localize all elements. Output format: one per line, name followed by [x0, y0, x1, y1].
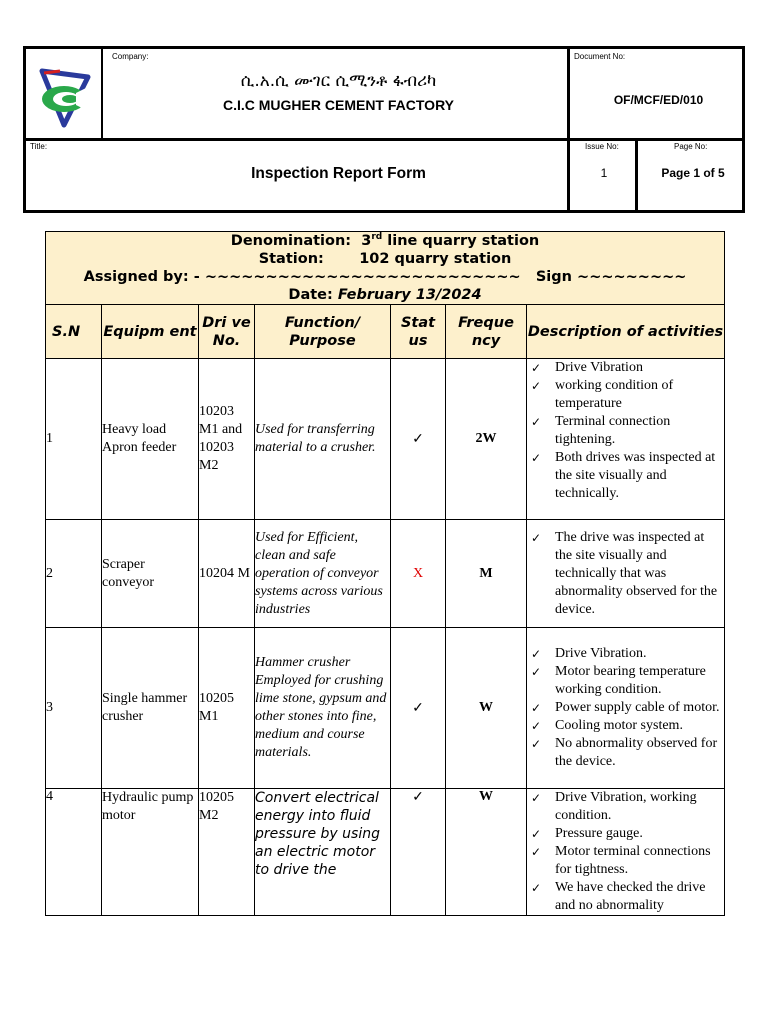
document-header: [23, 46, 745, 213]
row-sn: 4: [46, 789, 102, 916]
check-icon: ✓: [531, 701, 542, 715]
row-frequency: W: [446, 628, 527, 789]
activity-item: [531, 825, 724, 843]
column-header-equipment: Equipm ent: [102, 305, 199, 359]
company-name-amharic: ሲ.አ.ሲ ሙገር ሲሚንቶ ፋብሪካ: [240, 71, 437, 91]
check-icon: ✓: [531, 665, 542, 679]
column-headers: [46, 305, 725, 359]
check-icon: ✓: [531, 881, 542, 895]
row-sn: 3: [46, 628, 102, 789]
activity-text: Terminal connection tightening.: [555, 414, 671, 447]
row-drive-no: 10204 M: [199, 520, 255, 628]
activity-text: Both drives was inspected at the site visually and technically.: [555, 450, 716, 501]
check-icon: ✓: [531, 530, 542, 545]
activity-item: [531, 529, 724, 619]
denomination-suffix: rd: [371, 232, 383, 243]
denomination-value: line quarry station: [387, 233, 540, 249]
activity-text: Motor terminal connections for tightness.: [555, 844, 711, 877]
form-title: Inspection Report Form: [251, 165, 426, 182]
row-activities: [527, 628, 725, 789]
column-header-status: Stat us: [391, 305, 446, 359]
activity-text: Pressure gauge.: [555, 826, 643, 841]
activity-text: We have checked the drive and no abnormality: [555, 880, 706, 913]
row-equipment: Single hammer crusher: [102, 628, 199, 789]
check-icon: ✓: [531, 361, 542, 375]
activity-item: [531, 359, 724, 377]
activity-text: working condition of temperature: [555, 378, 674, 411]
row-equipment: Scraper conveyor: [102, 520, 199, 628]
company-logo: [36, 67, 96, 129]
row-equipment: Hydraulic pump motor: [102, 789, 199, 916]
table-row: [46, 628, 725, 789]
check-icon: ✓: [531, 827, 542, 841]
column-header-drive-no: Dri ve No.: [199, 305, 255, 359]
activity-item: [531, 735, 724, 771]
row-function: Used for transferring material to a crusher.: [255, 359, 391, 520]
activity-item: [531, 449, 724, 503]
document-number: OF/MCF/ED/010: [613, 93, 704, 107]
row-activities: [527, 520, 725, 628]
check-icon: ✓: [531, 451, 542, 465]
row-frequency: 2W: [446, 359, 527, 520]
date-value: February 13/2024: [337, 287, 482, 303]
denomination-number: 3: [361, 233, 372, 249]
issue-number: 1: [600, 166, 608, 180]
row-status: X: [391, 520, 446, 628]
page-no-label: Page No:: [674, 142, 708, 151]
check-icon: ✓: [531, 791, 542, 805]
row-sn: 2: [46, 520, 102, 628]
activity-text: Drive Vibration, working condition.: [555, 790, 697, 823]
activity-item: [531, 879, 724, 915]
check-icon: ✓: [531, 379, 542, 393]
activity-item: [531, 663, 724, 699]
activity-text: Motor bearing temperature working condition.: [555, 664, 706, 697]
activity-item: [531, 413, 724, 449]
page-number: Page 1 of 5: [661, 166, 725, 180]
assigned-label: Assigned by: -: [83, 269, 200, 285]
denomination-line: [46, 232, 724, 250]
row-frequency: W: [446, 789, 527, 916]
activity-text: The drive was inspected at the site visually and technically that was abnormality observed for the device.: [555, 529, 718, 617]
activity-item: [531, 377, 724, 413]
company-name: C.I.C MUGHER CEMENT FACTORY: [222, 97, 454, 113]
date-line: [46, 286, 724, 304]
row-activities: [527, 789, 725, 916]
check-icon: ✓: [531, 737, 542, 751]
activity-text: Power supply cable of motor.: [555, 700, 720, 715]
check-icon: ✓: [531, 719, 542, 733]
row-function: Convert electrical energy into fluid pressure by using an electric motor to drive the: [255, 789, 391, 916]
activity-item: [531, 645, 724, 663]
title-label: Title:: [30, 142, 48, 151]
divider: [26, 138, 745, 141]
column-header-sn: S.N: [46, 305, 102, 359]
row-drive-no: 10203 M1 and 10203 M2: [199, 359, 255, 520]
report-info: [46, 232, 725, 305]
activity-text: Drive Vibration: [555, 360, 643, 375]
check-icon: ✓: [531, 647, 542, 661]
row-sn: 1: [46, 359, 102, 520]
row-status: ✓: [391, 789, 446, 916]
activity-item: [531, 699, 724, 717]
activity-item: [531, 843, 724, 879]
station-label: Station:: [258, 251, 324, 267]
row-function: Used for Efficient, clean and safe operation of conveyor systems across various industries: [255, 520, 391, 628]
check-icon: ✓: [531, 845, 542, 859]
sign-value: ~~~~~~~~~: [577, 269, 687, 285]
issue-no-label: Issue No:: [585, 142, 619, 151]
denomination-label: Denomination:: [230, 233, 352, 249]
row-status: ✓: [391, 359, 446, 520]
activity-item: [531, 717, 724, 735]
company-label: Company:: [112, 52, 149, 61]
document-no-label: Document No:: [574, 52, 626, 61]
table-row: [46, 359, 725, 520]
assigned-line: [46, 268, 724, 286]
row-drive-no: 10205 M1: [199, 628, 255, 789]
assigned-value: ~~~~~~~~~~~~~~~~~~~~~~~~~~: [204, 269, 521, 285]
row-activities: [527, 359, 725, 520]
activity-text: Cooling motor system.: [555, 718, 683, 733]
inspection-table: [45, 231, 725, 916]
column-header-frequency: Freque ncy: [446, 305, 527, 359]
row-equipment: Heavy load Apron feeder: [102, 359, 199, 520]
table-row: [46, 520, 725, 628]
column-header-function: Function/ Purpose: [255, 305, 391, 359]
sign-label: Sign: [535, 269, 572, 285]
activity-item: [531, 789, 724, 825]
table-row: [46, 789, 725, 916]
divider: [101, 49, 103, 139]
check-icon: ✓: [531, 415, 542, 429]
column-header-description: Description of activities: [527, 305, 725, 359]
row-frequency: M: [446, 520, 527, 628]
row-status: ✓: [391, 628, 446, 789]
row-drive-no: 10205 M2: [199, 789, 255, 916]
row-function: Hammer crusher Employed for crushing lime stone, gypsum and other stones into fine, medium and course materials.: [255, 628, 391, 789]
activity-text: Drive Vibration.: [555, 646, 647, 661]
date-label: Date:: [288, 287, 333, 303]
activity-text: No abnormality observed for the device.: [555, 736, 718, 769]
station-line: [46, 250, 724, 268]
station-value: 102 quarry station: [359, 251, 512, 267]
